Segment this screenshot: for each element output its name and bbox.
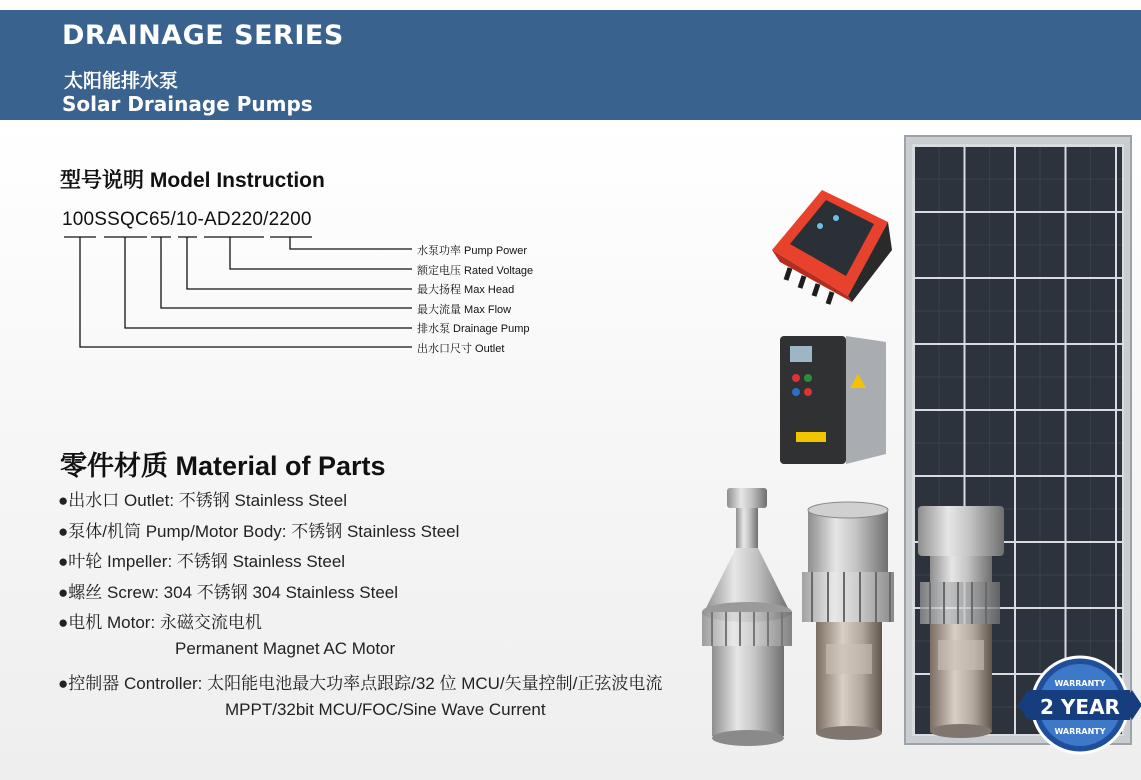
legend-pump-power: 水泵功率 Pump Power <box>417 245 528 257</box>
legend-max-head: 最大扬程 Max Head <box>417 284 515 296</box>
material-item-impeller: ●叶轮 Impeller: 不锈钢 Stainless Steel <box>58 552 346 571</box>
model-instruction-heading: 型号说明 Model Instruction <box>60 169 325 192</box>
material-item-outlet: ●出水口 Outlet: 不锈钢 Stainless Steel <box>58 491 347 510</box>
material-item-motor-en: Permanent Magnet AC Motor <box>175 639 396 658</box>
title-chinese: 太阳能排水泵 <box>64 70 179 92</box>
series-title: DRAINAGE SERIES <box>62 20 344 51</box>
badge-bottom-text: WARRANTY <box>1054 727 1106 736</box>
material-item-body: ●泵体/机筒 Pump/Motor Body: 不锈钢 Stainless Steel <box>58 522 460 541</box>
legend-max-flow: 最大流量 Max Flow <box>417 304 512 316</box>
material-item-controller: ●控制器 Controller: 太阳能电池最大功率点跟踪/32 位 MCU/矢量控制/正弦波电流 <box>58 674 663 693</box>
material-item-screw: ●螺丝 Screw: 304 不锈钢 304 Stainless Steel <box>58 583 399 602</box>
badge-top-text: WARRANTY <box>1054 679 1106 688</box>
material-item-motor: ●电机 Motor: 永磁交流电机 <box>58 613 262 632</box>
model-code: 100SSQC65/10-AD220/2200 <box>62 209 312 230</box>
legend-drainage-pump: 排水泵 Drainage Pump <box>417 323 530 335</box>
badge-main-text: 2 YEAR <box>1040 695 1120 719</box>
submersible-pump-image-2 <box>802 502 894 740</box>
legend-rated-voltage: 额定电压 Rated Voltage <box>417 265 534 277</box>
material-item-controller-en: MPPT/32bit MCU/FOC/Sine Wave Current <box>225 700 546 719</box>
submersible-pump-image-3 <box>918 506 1004 738</box>
material-of-parts-heading: 零件材质 Material of Parts <box>60 451 386 481</box>
submersible-pump-image <box>702 488 792 746</box>
legend-outlet: 出水口尺寸 Outlet <box>417 343 505 355</box>
mppt-controller-image <box>772 190 892 304</box>
inverter-controller-image <box>780 336 886 464</box>
title-english: Solar Drainage Pumps <box>62 92 313 116</box>
